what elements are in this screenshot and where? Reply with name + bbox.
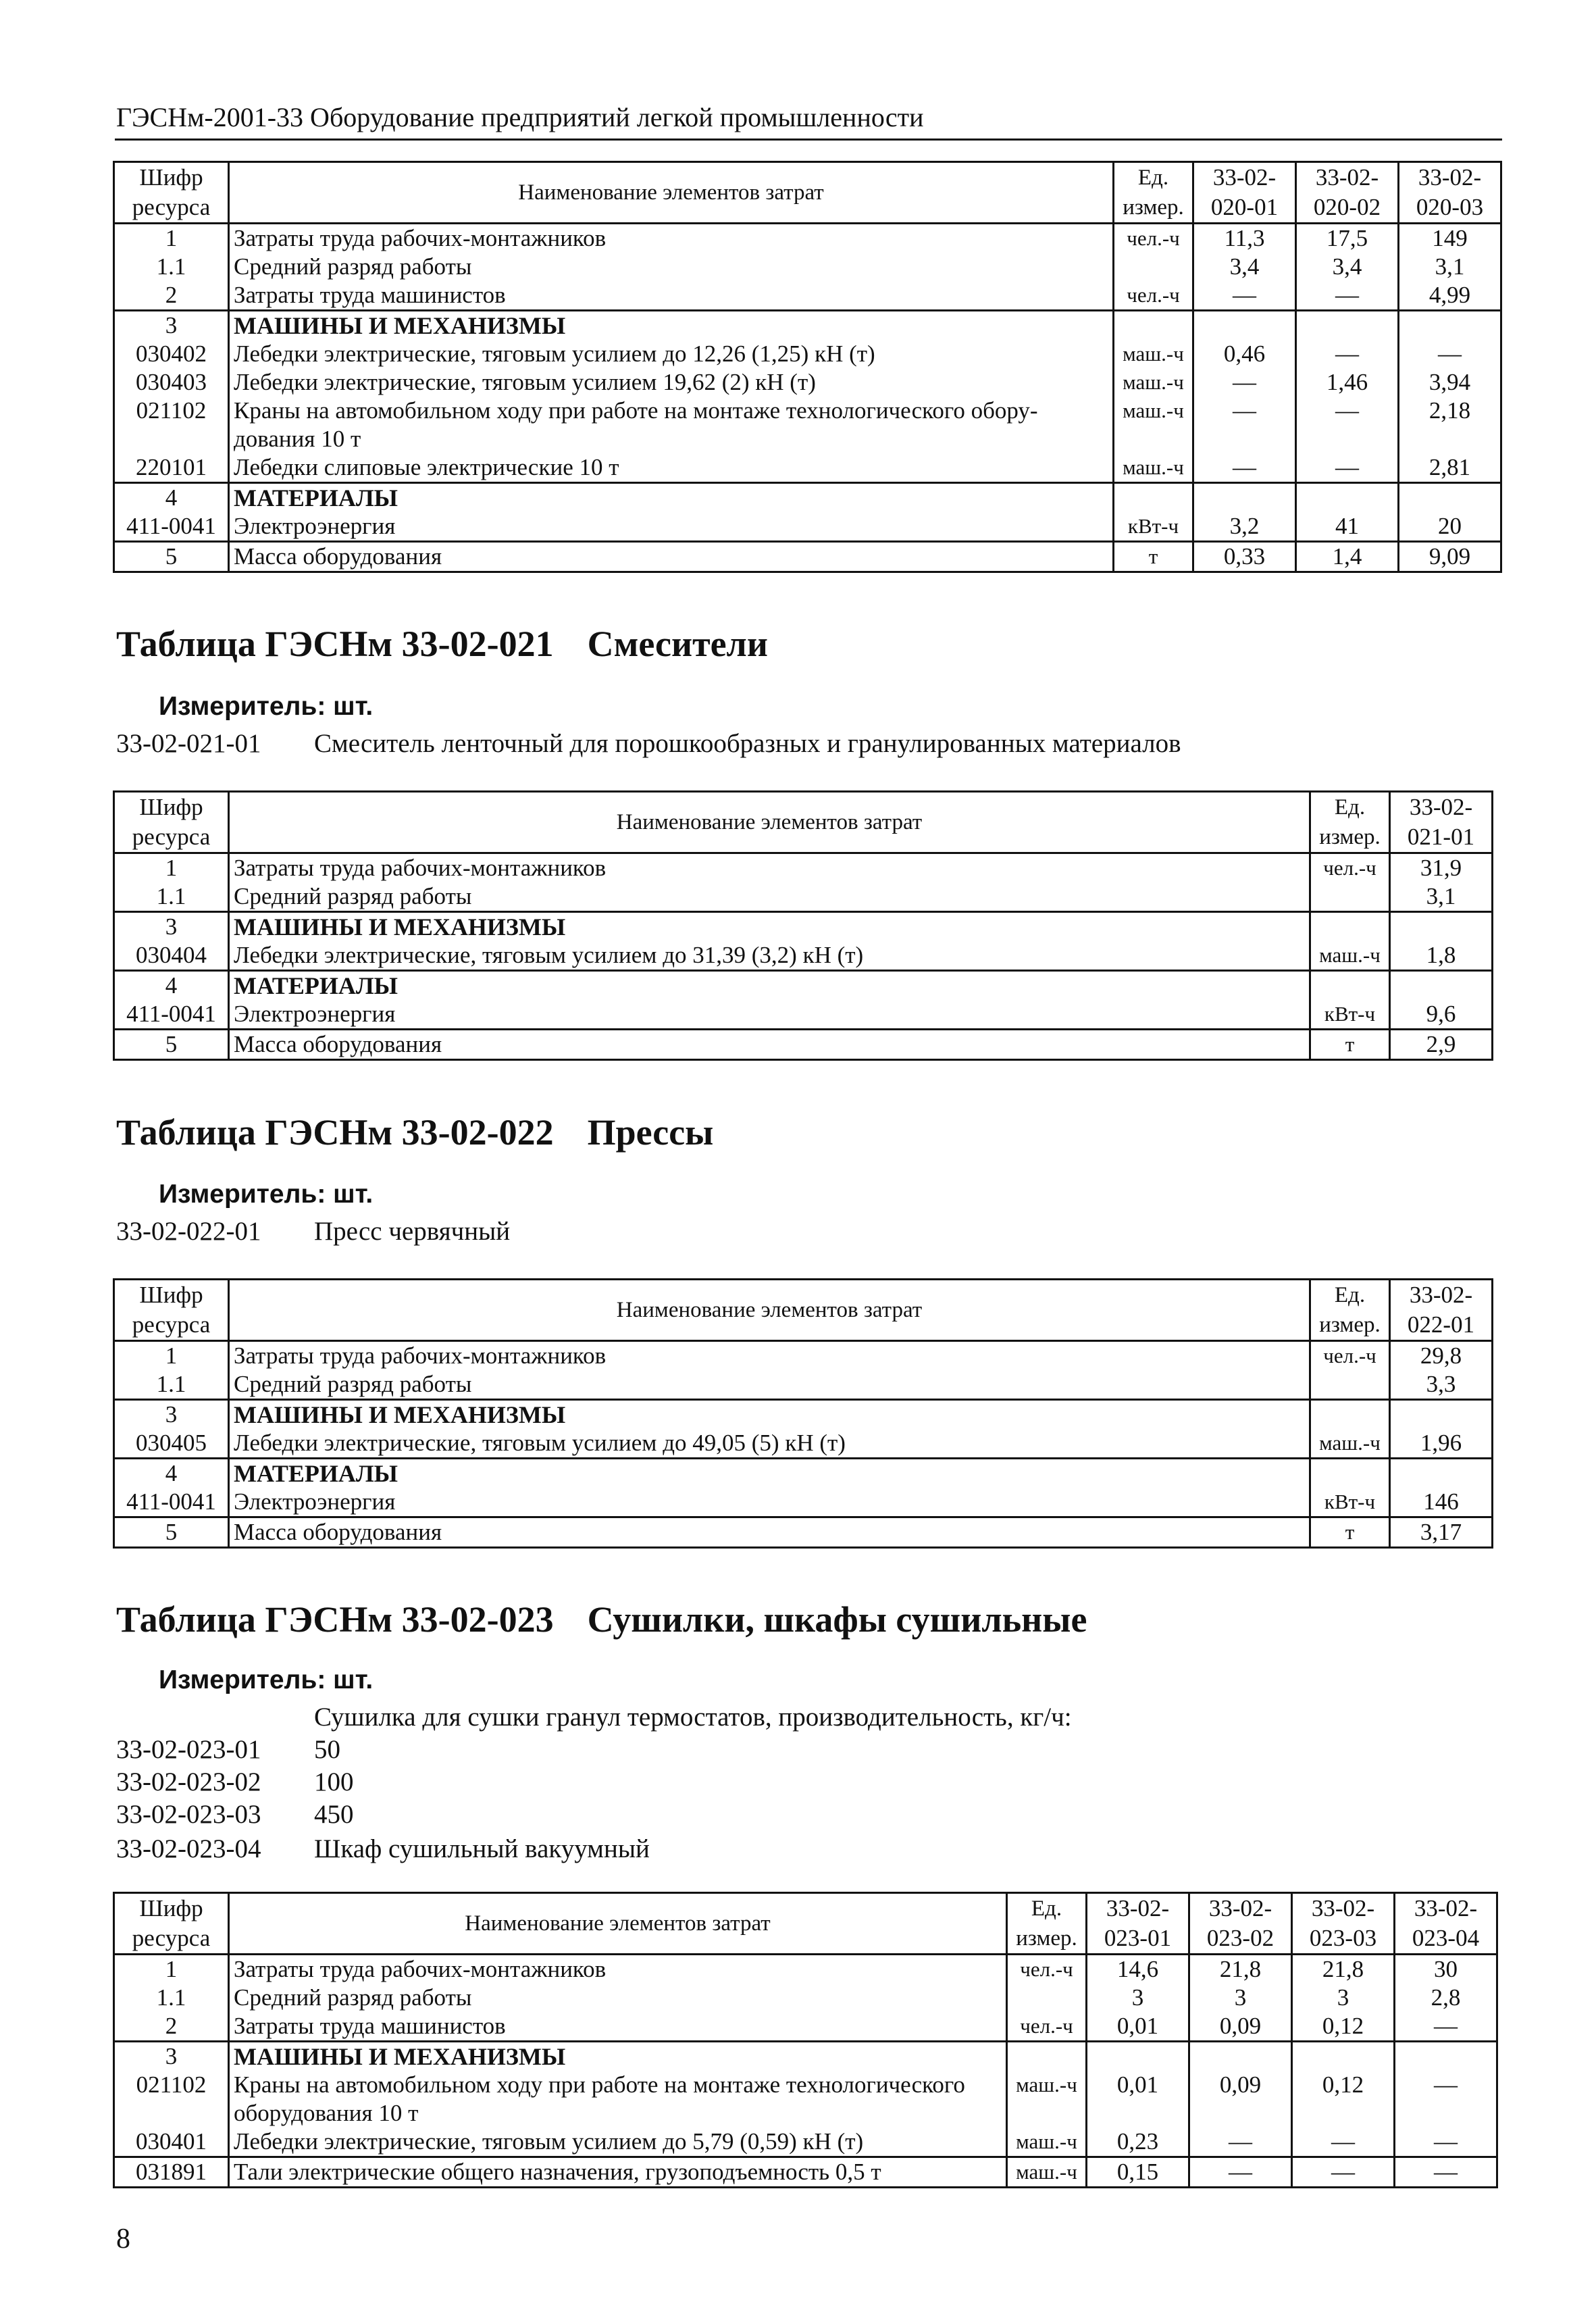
row-value: 1,46 — [1296, 368, 1399, 397]
row-name: Краны на автомобильном ходу при работе на монтаже технологического обору-дования 10 т — [229, 397, 1114, 453]
mass-row — [114, 542, 1501, 572]
cost-table-022 — [113, 1278, 1493, 1549]
row-value: 3,3 — [1390, 1370, 1493, 1400]
row-value: — — [1395, 2128, 1497, 2157]
row-value: — — [1296, 453, 1399, 483]
row-value — [1189, 2042, 1292, 2071]
row-code: 4 — [114, 483, 229, 513]
row-name: Средний разряд работы — [229, 882, 1310, 912]
col-header-norm: 33-02-021-01 — [1390, 792, 1493, 853]
row-value — [1292, 2042, 1395, 2071]
row-value: — — [1395, 2157, 1497, 2188]
row-value: 0,12 — [1292, 2012, 1395, 2042]
row-name: Затраты труда рабочих-монтажников — [229, 1955, 1007, 1984]
row-code: 3 — [114, 1400, 229, 1430]
section-title: МАШИНЫ И МЕХАНИЗМЫ — [229, 311, 1114, 341]
table-row — [114, 224, 1501, 253]
row-name: Лебедки электрические, тяговым усилием до 5,79 (0,59) кН (т) — [229, 2128, 1007, 2157]
row-value: 3,4 — [1296, 253, 1399, 281]
section-row — [114, 311, 1501, 341]
row-code: 030403 — [114, 368, 229, 397]
row-value: — — [1395, 2012, 1497, 2042]
table-row — [114, 1488, 1493, 1517]
row-value: 1,96 — [1390, 1429, 1493, 1459]
row-value — [1390, 971, 1493, 1001]
row-value: — — [1193, 368, 1296, 397]
row-value — [1087, 2042, 1189, 2071]
row-value — [1399, 483, 1501, 513]
row-code: 2 — [114, 2012, 229, 2042]
table-row — [114, 1341, 1493, 1371]
row-code: 030402 — [114, 340, 229, 368]
col-header-unit: Ед. измер. — [1310, 792, 1390, 853]
row-code: 5 — [114, 1030, 229, 1060]
section-row — [114, 1400, 1493, 1430]
row-value: 30 — [1395, 1955, 1497, 1984]
row-name: Затраты труда рабочих-монтажников — [229, 1341, 1310, 1371]
row-unit: чел.-ч — [1310, 1341, 1390, 1371]
norm-code: 33-02-023-04 — [116, 1834, 261, 1863]
norm-code: 33-02-023-03 — [116, 1800, 261, 1829]
row-code: 3 — [114, 912, 229, 942]
section-022-title — [116, 1111, 713, 1153]
table-row — [114, 941, 1493, 971]
row-code: 2 — [114, 281, 229, 311]
row-unit: маш.-ч — [1114, 340, 1193, 368]
row-name: Лебедки электрические, тяговым усилием до 12,26 (1,25) кН (т) — [229, 340, 1114, 368]
table-row — [114, 512, 1501, 542]
page-number: 8 — [116, 2223, 130, 2255]
table-header-row — [114, 792, 1493, 853]
row-value: 3,1 — [1399, 253, 1501, 281]
section-row — [114, 483, 1501, 513]
section-row — [114, 1459, 1493, 1488]
row-name: Лебедки электрические, тяговым усилием до 31,39 (3,2) кН (т) — [229, 941, 1310, 971]
col-header-name: Наименование элементов затрат — [229, 162, 1114, 224]
norm-item — [116, 1216, 510, 1247]
norm-item — [116, 1834, 650, 1864]
section-title: МАШИНЫ И МЕХАНИЗМЫ — [229, 912, 1310, 942]
row-value: 0,09 — [1189, 2071, 1292, 2128]
row-code: 1.1 — [114, 1984, 229, 2012]
row-value: — — [1193, 397, 1296, 453]
row-unit: маш.-ч — [1310, 941, 1390, 971]
row-name: Лебедки электрические, тяговым усилием до 49,05 (5) кН (т) — [229, 1429, 1310, 1459]
col-header-unit: Ед. измер. — [1114, 162, 1193, 224]
row-unit: маш.-ч — [1007, 2071, 1087, 2128]
row-code: 030405 — [114, 1429, 229, 1459]
row-name: Электроэнергия — [229, 1000, 1310, 1030]
section-row — [114, 971, 1493, 1001]
row-code: 1 — [114, 853, 229, 883]
col-header-unit: Ед. измер. — [1310, 1280, 1390, 1341]
row-value: 3,4 — [1193, 253, 1296, 281]
col-header-norm: 33-02-020-01 — [1193, 162, 1296, 224]
row-value — [1399, 311, 1501, 341]
row-value: 0,15 — [1087, 2157, 1189, 2188]
norm-name: 100 — [314, 1767, 354, 1796]
col-header-code: Шифр ресурса — [114, 162, 229, 224]
col-header-norm: 33-02-020-03 — [1399, 162, 1501, 224]
row-value: 9,6 — [1390, 1000, 1493, 1030]
row-unit: кВт-ч — [1114, 512, 1193, 542]
row-name: Затраты труда рабочих-монтажников — [229, 224, 1114, 253]
norm-name: Смеситель ленточный для порошкообразных и гранулированных материалов — [314, 729, 1181, 758]
row-value — [1193, 483, 1296, 513]
row-value: 3,94 — [1399, 368, 1501, 397]
row-name: Краны на автомобильном ходу при работе на монтаже технологического оборудования 10 т — [229, 2071, 1007, 2128]
row-value: — — [1296, 397, 1399, 453]
mass-row — [114, 1030, 1493, 1060]
row-value — [1296, 483, 1399, 513]
col-header-code: Шифр ресурса — [114, 792, 229, 853]
row-value — [1390, 1459, 1493, 1488]
col-header-norm: 33-02-023-04 — [1395, 1893, 1497, 1955]
header-divider — [115, 139, 1502, 141]
row-unit — [1310, 882, 1390, 912]
row-unit — [1310, 912, 1390, 942]
row-value: 29,8 — [1390, 1341, 1493, 1371]
row-value — [1395, 2042, 1497, 2071]
table-row — [114, 2157, 1497, 2188]
row-unit — [1007, 2042, 1087, 2071]
row-code: 1.1 — [114, 1370, 229, 1400]
row-value: 3 — [1087, 1984, 1189, 2012]
row-code: 5 — [114, 1517, 229, 1548]
row-name: Лебедки слиповые электрические 10 т — [229, 453, 1114, 483]
row-value: — — [1395, 2071, 1497, 2128]
table-row — [114, 1000, 1493, 1030]
col-header-norm: 33-02-020-02 — [1296, 162, 1399, 224]
row-value: 3 — [1189, 1984, 1292, 2012]
row-value: 14,6 — [1087, 1955, 1189, 1984]
row-unit: маш.-ч — [1007, 2128, 1087, 2157]
row-value: 41 — [1296, 512, 1399, 542]
row-code: 1 — [114, 1341, 229, 1371]
row-code: 3 — [114, 2042, 229, 2071]
table-row — [114, 2071, 1497, 2128]
table-row — [114, 368, 1501, 397]
row-code: 1 — [114, 1955, 229, 1984]
row-value — [1390, 912, 1493, 942]
norm-item — [116, 1767, 354, 1797]
row-value: 0,01 — [1087, 2071, 1189, 2128]
row-unit: чел.-ч — [1310, 853, 1390, 883]
section-row — [114, 2042, 1497, 2071]
table-row — [114, 1955, 1497, 1984]
row-code: 4 — [114, 971, 229, 1001]
col-header-name: Наименование элементов затрат — [229, 1893, 1007, 1955]
table-row — [114, 1984, 1497, 2012]
row-code: 021102 — [114, 2071, 229, 2128]
row-name: Тали электрические общего назначения, грузоподъемность 0,5 т — [229, 2157, 1007, 2188]
row-code: 021102 — [114, 397, 229, 453]
measurer-label: Измеритель: шт. — [159, 1180, 374, 1209]
row-unit: чел.-ч — [1114, 281, 1193, 311]
col-header-norm: 33-02-023-02 — [1189, 1893, 1292, 1955]
row-code: 220101 — [114, 453, 229, 483]
norm-name: 50 — [314, 1735, 340, 1764]
cost-table-021 — [113, 790, 1493, 1061]
row-code: 030404 — [114, 941, 229, 971]
row-code: 411-0041 — [114, 1488, 229, 1517]
row-value: 2,9 — [1390, 1030, 1493, 1060]
mass-row — [114, 1517, 1493, 1548]
row-unit: маш.-ч — [1114, 397, 1193, 453]
row-unit: т — [1310, 1517, 1390, 1548]
row-unit: маш.-ч — [1114, 453, 1193, 483]
col-header-norm: 33-02-023-03 — [1292, 1893, 1395, 1955]
row-unit — [1310, 1400, 1390, 1430]
table-title-code: Таблица ГЭСНм 33-02-021 — [116, 624, 554, 664]
table-title-code: Таблица ГЭСНм 33-02-023 — [116, 1599, 554, 1640]
norm-code: 33-02-023-01 — [116, 1735, 261, 1764]
row-name: Масса оборудования — [229, 1517, 1310, 1548]
row-value: 0,33 — [1193, 542, 1296, 572]
cost-table-020 — [113, 161, 1502, 573]
row-value: 0,23 — [1087, 2128, 1189, 2157]
row-unit — [1007, 1984, 1087, 2012]
col-header-norm: 33-02-022-01 — [1390, 1280, 1493, 1341]
row-value: 17,5 — [1296, 224, 1399, 253]
table-row — [114, 853, 1493, 883]
section-023-title — [116, 1599, 1087, 1640]
row-value — [1390, 1400, 1493, 1430]
row-value: — — [1292, 2128, 1395, 2157]
table-title-name: Смесители — [587, 624, 768, 664]
row-value: 0,12 — [1292, 2071, 1395, 2128]
table-row — [114, 253, 1501, 281]
row-name: Масса оборудования — [229, 1030, 1310, 1060]
cost-table-023 — [113, 1892, 1498, 2188]
row-code: 3 — [114, 311, 229, 341]
row-name: Затраты труда рабочих-монтажников — [229, 853, 1310, 883]
section-title: МАТЕРИАЛЫ — [229, 1459, 1310, 1488]
row-unit — [1114, 311, 1193, 341]
row-value: — — [1189, 2128, 1292, 2157]
row-name: Средний разряд работы — [229, 1370, 1310, 1400]
row-name: Затраты труда машинистов — [229, 2012, 1007, 2042]
row-unit — [1310, 1459, 1390, 1488]
section-title: МАШИНЫ И МЕХАНИЗМЫ — [229, 1400, 1310, 1430]
col-header-name: Наименование элементов затрат — [229, 792, 1310, 853]
table-row — [114, 2012, 1497, 2042]
row-code: 030401 — [114, 2128, 229, 2157]
table-header-row — [114, 162, 1501, 224]
norm-group-label: Сушилка для сушки гранул термостатов, производительность, кг/ч: — [314, 1703, 1072, 1732]
norm-name: Пресс червячный — [314, 1217, 511, 1246]
table-row — [114, 1370, 1493, 1400]
row-value: 146 — [1390, 1488, 1493, 1517]
row-code: 411-0041 — [114, 1000, 229, 1030]
row-value: 3,2 — [1193, 512, 1296, 542]
row-unit: кВт-ч — [1310, 1000, 1390, 1030]
table-row — [114, 340, 1501, 368]
row-code: 1.1 — [114, 253, 229, 281]
row-name: Электроэнергия — [229, 1488, 1310, 1517]
norm-item — [116, 1799, 354, 1830]
table-row — [114, 1429, 1493, 1459]
norm-code: 33-02-023-02 — [116, 1767, 261, 1796]
row-value: 2,18 — [1399, 397, 1501, 453]
table-header-row — [114, 1280, 1493, 1341]
row-unit — [1114, 253, 1193, 281]
row-value: 1,4 — [1296, 542, 1399, 572]
norm-name: Шкаф сушильный вакуумный — [314, 1834, 650, 1863]
row-value: 3 — [1292, 1984, 1395, 2012]
row-value: 31,9 — [1390, 853, 1493, 883]
row-name: Лебедки электрические, тяговым усилием 19,62 (2) кН (т) — [229, 368, 1114, 397]
row-unit: маш.-ч — [1114, 368, 1193, 397]
row-value — [1296, 311, 1399, 341]
row-value: 149 — [1399, 224, 1501, 253]
row-unit: кВт-ч — [1310, 1488, 1390, 1517]
norm-code: 33-02-021-01 — [116, 729, 261, 758]
section-title: МАТЕРИАЛЫ — [229, 971, 1310, 1001]
row-value: — — [1296, 281, 1399, 311]
row-value: — — [1399, 340, 1501, 368]
table-row — [114, 882, 1493, 912]
row-value: 4,99 — [1399, 281, 1501, 311]
norm-item — [116, 728, 1181, 759]
table-title-name: Сушилки, шкафы сушильные — [587, 1599, 1087, 1640]
row-name: Средний разряд работы — [229, 253, 1114, 281]
norm-code: 33-02-022-01 — [116, 1217, 261, 1246]
row-value: 0,01 — [1087, 2012, 1189, 2042]
row-value: 3,1 — [1390, 882, 1493, 912]
section-row — [114, 912, 1493, 942]
row-value: 21,8 — [1292, 1955, 1395, 1984]
col-header-name: Наименование элементов затрат — [229, 1280, 1310, 1341]
row-code: 1.1 — [114, 882, 229, 912]
table-row — [114, 453, 1501, 483]
row-value: 3,17 — [1390, 1517, 1493, 1548]
row-unit — [1114, 483, 1193, 513]
row-name: Средний разряд работы — [229, 1984, 1007, 2012]
row-unit — [1310, 971, 1390, 1001]
row-value: 2,81 — [1399, 453, 1501, 483]
measurer-label: Измеритель: шт. — [159, 1665, 374, 1694]
table-row — [114, 2128, 1497, 2157]
section-021-title — [116, 623, 768, 665]
row-unit: т — [1114, 542, 1193, 572]
row-code: 031891 — [114, 2157, 229, 2188]
row-code: 411-0041 — [114, 512, 229, 542]
row-name: Электроэнергия — [229, 512, 1114, 542]
row-name: Масса оборудования — [229, 542, 1114, 572]
section-title: МАШИНЫ И МЕХАНИЗМЫ — [229, 2042, 1007, 2071]
row-code: 5 — [114, 542, 229, 572]
row-unit: маш.-ч — [1007, 2157, 1087, 2188]
row-value: 2,8 — [1395, 1984, 1497, 2012]
row-unit — [1310, 1370, 1390, 1400]
col-header-norm: 33-02-023-01 — [1087, 1893, 1189, 1955]
row-code: 4 — [114, 1459, 229, 1488]
row-value: 1,8 — [1390, 941, 1493, 971]
row-unit: чел.-ч — [1114, 224, 1193, 253]
table-title-code: Таблица ГЭСНм 33-02-022 — [116, 1112, 554, 1153]
col-header-code: Шифр ресурса — [114, 1893, 229, 1955]
row-unit: чел.-ч — [1007, 1955, 1087, 1984]
row-value: — — [1189, 2157, 1292, 2188]
norm-name: 450 — [314, 1800, 354, 1829]
row-value: 0,09 — [1189, 2012, 1292, 2042]
row-value: 11,3 — [1193, 224, 1296, 253]
row-value: — — [1292, 2157, 1395, 2188]
row-unit: чел.-ч — [1007, 2012, 1087, 2042]
row-value: 0,46 — [1193, 340, 1296, 368]
row-value: — — [1193, 281, 1296, 311]
row-value: 21,8 — [1189, 1955, 1292, 1984]
row-value: — — [1193, 453, 1296, 483]
section-title: МАТЕРИАЛЫ — [229, 483, 1114, 513]
page-header-title: ГЭСНм-2001-33 Оборудование предприятий легкой промышленности — [116, 102, 924, 132]
row-unit: маш.-ч — [1310, 1429, 1390, 1459]
norm-item — [116, 1734, 340, 1765]
row-value — [1193, 311, 1296, 341]
row-code: 1 — [114, 224, 229, 253]
row-name: Затраты труда машинистов — [229, 281, 1114, 311]
table-header-row — [114, 1893, 1497, 1955]
table-row — [114, 397, 1501, 453]
row-value: 9,09 — [1399, 542, 1501, 572]
table-row — [114, 281, 1501, 311]
row-value: — — [1296, 340, 1399, 368]
measurer-label: Измеритель: шт. — [159, 692, 374, 721]
row-value: 20 — [1399, 512, 1501, 542]
col-header-code: Шифр ресурса — [114, 1280, 229, 1341]
col-header-unit: Ед. измер. — [1007, 1893, 1087, 1955]
table-title-name: Прессы — [587, 1112, 714, 1153]
row-unit: т — [1310, 1030, 1390, 1060]
